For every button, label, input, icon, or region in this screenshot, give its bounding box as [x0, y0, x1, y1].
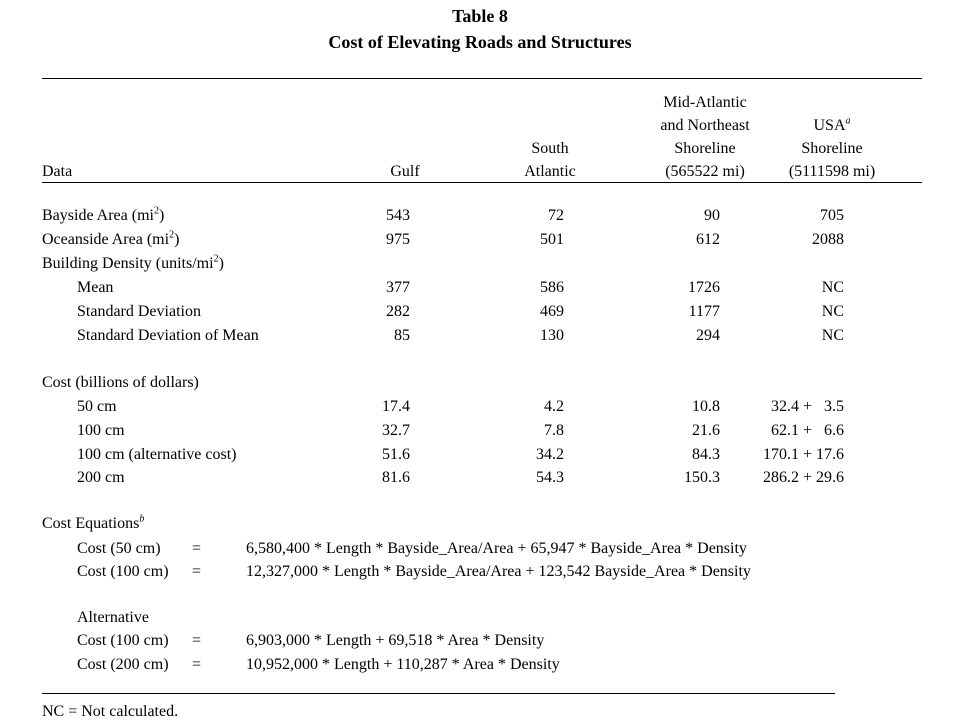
eq2-op: =: [192, 563, 202, 580]
cell-mean-south-atlantic: 586: [540, 279, 564, 296]
cell-bayside-gulf: 543: [386, 207, 410, 224]
cell-sd-gulf: 282: [386, 303, 410, 320]
cell-c50-south-atlantic: 4.2: [544, 398, 564, 415]
row-label-oceanside: [42, 229, 179, 251]
header-south-atlantic-l2: Atlantic: [524, 163, 576, 180]
table-title: Cost of Elevating Roads and Structures: [328, 32, 632, 52]
cell-mean-gulf: 377: [386, 279, 410, 296]
row-label-c50: 50 cm: [77, 398, 117, 415]
equations-heading-text: Cost Equations: [42, 515, 140, 532]
cell-sdm-gulf: 85: [394, 327, 410, 344]
cell-mean-mid-atlantic: 1726: [688, 279, 720, 296]
cell-c100alt-south-atlantic: 34.2: [536, 446, 564, 463]
eq4-rhs: 10,952,000 * Length + 110,287 * Area * Density: [246, 656, 560, 673]
header-mid-atlantic-l2: and Northeast: [660, 117, 750, 134]
bottom-rule: [42, 693, 835, 694]
cell-sd-usa: NC: [821, 303, 844, 320]
bayside-sup: 2: [153, 205, 159, 217]
row-label-c100: 100 cm: [77, 422, 125, 439]
eq4-lhs: Cost (200 cm): [77, 656, 169, 673]
cell-c100alt-gulf: 51.6: [382, 446, 410, 463]
eq3-lhs: Cost (100 cm): [77, 632, 169, 649]
equations-heading-sup: b: [139, 513, 145, 525]
header-usa: [778, 114, 886, 183]
header-data: Data: [42, 163, 73, 180]
cell-sdm-south-atlantic: 130: [540, 327, 564, 344]
oceanside-sup: 2: [169, 229, 175, 241]
bayside-end: ): [158, 207, 165, 224]
cell-sd-south-atlantic: 469: [540, 303, 564, 320]
header-usa-l2: Shoreline: [801, 140, 863, 157]
header-usa-l3: (5111598 mi): [788, 163, 876, 180]
cell-oceanside-usa: 2088: [812, 231, 844, 248]
cell-c100-south-atlantic: 7.8: [544, 422, 564, 439]
header-mid-atlantic-l3: Shoreline: [674, 140, 736, 157]
header-usa-l1: USA: [813, 117, 846, 134]
cell-sd-mid-atlantic: 1177: [688, 303, 720, 320]
top-rule: [42, 78, 922, 79]
eq1-op: =: [192, 540, 202, 557]
cell-c200-mid-atlantic: 150.3: [684, 469, 720, 486]
cell-c200-south-atlantic: 54.3: [536, 469, 564, 486]
row-label-density: [42, 253, 224, 275]
header-mid-atlantic-l4: (565522 mi): [665, 163, 745, 180]
density-label-text: Building Density (units/mi: [42, 255, 214, 272]
cell-c100alt-mid-atlantic: 84.3: [692, 446, 720, 463]
oceanside-end: ): [174, 231, 180, 248]
cell-bayside-south-atlantic: 72: [548, 207, 564, 224]
alternative-heading: Alternative: [77, 609, 149, 626]
header-mid-atlantic: [630, 91, 780, 183]
cell-c100alt-usa: 170.1 + 17.6: [762, 446, 844, 463]
cell-bayside-mid-atlantic: 90: [704, 207, 720, 224]
row-label-c200: 200 cm: [77, 469, 125, 486]
eq1-rhs: 6,580,400 * Length * Bayside_Area/Area + 65,947 * Bayside_Area * Density: [246, 540, 747, 557]
cell-c50-gulf: 17.4: [382, 398, 410, 415]
cell-c50-mid-atlantic: 10.8: [692, 398, 720, 415]
row-label-cost: Cost (billions of dollars): [42, 374, 199, 391]
cell-sdm-usa: NC: [821, 327, 844, 344]
header-mid-atlantic-l1: Mid-Atlantic: [663, 94, 747, 111]
row-label-sd: Standard Deviation: [77, 303, 201, 320]
cell-oceanside-gulf: 975: [386, 231, 410, 248]
cell-c100-gulf: 32.7: [382, 422, 410, 439]
header-gulf: Gulf: [390, 163, 420, 180]
cell-mean-usa: NC: [821, 279, 844, 296]
equations-heading: [42, 513, 144, 535]
footnote: NC = Not calculated.: [42, 703, 179, 720]
cell-c200-gulf: 81.6: [382, 469, 410, 486]
cell-oceanside-mid-atlantic: 612: [696, 231, 720, 248]
header-usa-sup: a: [845, 115, 851, 127]
header-south-atlantic: [500, 137, 600, 183]
header-rule: [42, 182, 922, 183]
eq2-lhs: Cost (100 cm): [77, 563, 169, 580]
density-sup: 2: [213, 253, 219, 265]
eq3-op: =: [192, 632, 202, 649]
cell-c200-usa: 286.2 + 29.6: [762, 469, 844, 486]
row-label-mean: Mean: [77, 279, 114, 296]
cell-oceanside-south-atlantic: 501: [540, 231, 564, 248]
header-south-atlantic-l1: South: [531, 140, 569, 157]
cell-sdm-mid-atlantic: 294: [696, 327, 720, 344]
row-label-c100alt: 100 cm (alternative cost): [77, 446, 237, 463]
eq1-lhs: Cost (50 cm): [77, 540, 161, 557]
eq2-rhs: 12,327,000 * Length * Bayside_Area/Area + 123,542 Bayside_Area * Density: [246, 563, 751, 580]
row-label-sdm: Standard Deviation of Mean: [77, 327, 259, 344]
cell-c100-mid-atlantic: 21.6: [692, 422, 720, 439]
eq4-op: =: [192, 656, 202, 673]
oceanside-label-text: Oceanside Area (mi: [42, 231, 170, 248]
cell-bayside-usa: 705: [820, 207, 844, 224]
cell-c50-usa: 32.4 + 3.5: [770, 398, 844, 415]
table-number: Table 8: [452, 6, 508, 26]
cell-c100-usa: 62.1 + 6.6: [770, 422, 844, 439]
row-label-bayside: [42, 205, 164, 227]
eq3-rhs: 6,903,000 * Length + 69,518 * Area * Density: [246, 632, 545, 649]
bayside-label-text: Bayside Area (mi: [42, 207, 154, 224]
density-end: ): [218, 255, 224, 272]
